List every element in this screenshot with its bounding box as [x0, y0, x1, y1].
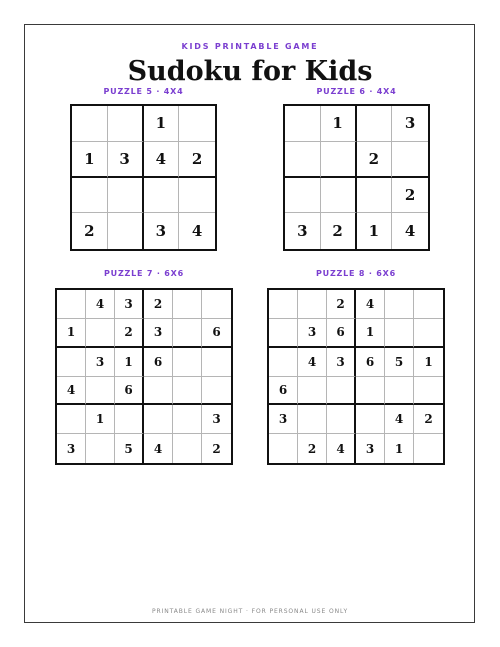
sudoku-cell[interactable]	[115, 405, 144, 434]
sudoku-cell[interactable]: 6	[269, 377, 298, 406]
sudoku-cell[interactable]	[385, 377, 414, 406]
sudoku-cell[interactable]: 4	[327, 434, 356, 463]
sudoku-cell[interactable]: 3	[144, 319, 173, 348]
sudoku-cell[interactable]	[179, 178, 215, 214]
sudoku-cell[interactable]: 3	[327, 348, 356, 377]
sudoku-cell[interactable]: 2	[327, 290, 356, 319]
sudoku-cell[interactable]	[144, 405, 173, 434]
sudoku-cell[interactable]	[298, 290, 327, 319]
sudoku-cell[interactable]: 3	[202, 405, 231, 434]
sudoku-cell[interactable]	[356, 405, 385, 434]
sudoku-cell[interactable]: 4	[144, 142, 180, 178]
sudoku-cell[interactable]: 4	[57, 377, 86, 406]
sudoku-cell[interactable]	[269, 319, 298, 348]
sudoku-cell[interactable]: 3	[144, 213, 180, 249]
sudoku-cell[interactable]: 5	[115, 434, 144, 463]
sudoku-cell[interactable]: 4	[144, 434, 173, 463]
sudoku-cell[interactable]: 4	[356, 290, 385, 319]
sudoku-cell[interactable]	[173, 377, 202, 406]
sudoku-cell[interactable]	[298, 377, 327, 406]
sudoku-cell[interactable]	[414, 377, 443, 406]
sudoku-cell[interactable]: 3	[57, 434, 86, 463]
sudoku-cell[interactable]	[269, 434, 298, 463]
sudoku-cell[interactable]	[321, 178, 357, 214]
sudoku-cell[interactable]: 2	[115, 319, 144, 348]
sudoku-cell[interactable]: 2	[179, 142, 215, 178]
sudoku-cell[interactable]	[86, 434, 115, 463]
eyebrow-label: KIDS PRINTABLE GAME	[181, 42, 319, 51]
sudoku-cell[interactable]: 6	[115, 377, 144, 406]
sudoku-cell[interactable]	[327, 405, 356, 434]
sudoku-cell[interactable]	[202, 348, 231, 377]
sudoku-cell[interactable]: 4	[191, 222, 203, 241]
sudoku-cell[interactable]: 1	[385, 434, 414, 463]
sudoku-cell[interactable]: 2	[357, 142, 393, 178]
sudoku-cell[interactable]: 3	[115, 290, 144, 319]
sudoku-cell[interactable]: 1	[57, 319, 86, 348]
puzzle-6-label: PUZZLE 6 · 4X4	[316, 87, 397, 96]
sudoku-cell[interactable]	[86, 319, 115, 348]
sudoku-cell[interactable]	[357, 178, 393, 214]
sudoku-cell[interactable]	[414, 319, 443, 348]
sudoku-cell[interactable]	[298, 405, 327, 434]
sudoku-cell[interactable]: 1	[144, 106, 180, 142]
sudoku-cell[interactable]	[357, 106, 393, 142]
sudoku-cell[interactable]: 6	[327, 319, 356, 348]
sudoku-cell[interactable]: 1	[86, 405, 115, 434]
sudoku-cell[interactable]: 4	[385, 405, 414, 434]
sudoku-cell[interactable]	[285, 106, 321, 142]
puzzle-5-label: PUZZLE 5 · 4X4	[103, 87, 184, 96]
sudoku-cell[interactable]: 2	[298, 434, 327, 463]
sudoku-cell[interactable]	[392, 142, 428, 178]
sudoku-cell[interactable]: 3	[392, 106, 428, 142]
sudoku-cell[interactable]	[173, 348, 202, 377]
sudoku-cell[interactable]	[321, 142, 357, 178]
puzzle-6-grid	[283, 104, 430, 251]
sudoku-cell[interactable]: 6	[144, 348, 173, 377]
sudoku-cell[interactable]: 3	[356, 434, 385, 463]
sudoku-cell[interactable]	[86, 377, 115, 406]
sudoku-cell[interactable]	[144, 178, 180, 214]
sudoku-cell[interactable]: 1	[115, 348, 144, 377]
sudoku-cell[interactable]: 6	[356, 348, 385, 377]
puzzle-7-grid	[55, 288, 233, 465]
sudoku-cell[interactable]: 3	[298, 319, 327, 348]
sudoku-cell[interactable]	[72, 106, 108, 142]
sudoku-cell[interactable]: 2	[212, 441, 221, 456]
sudoku-cell[interactable]	[173, 290, 202, 319]
sudoku-cell[interactable]	[285, 178, 321, 214]
sudoku-cell[interactable]	[269, 348, 298, 377]
sudoku-cell[interactable]: 4	[298, 348, 327, 377]
sudoku-cell[interactable]	[57, 348, 86, 377]
sudoku-cell[interactable]: 6	[202, 319, 231, 348]
sudoku-cell[interactable]: 1	[414, 348, 443, 377]
sudoku-cell[interactable]: 2	[321, 213, 357, 249]
sudoku-cell[interactable]	[414, 434, 443, 463]
sudoku-cell[interactable]	[72, 178, 108, 214]
sudoku-cell[interactable]: 2	[392, 178, 428, 214]
sudoku-cell[interactable]: 1	[356, 319, 385, 348]
sudoku-cell[interactable]: 4	[86, 290, 115, 319]
sudoku-cell[interactable]	[202, 377, 231, 406]
sudoku-cell[interactable]: 1	[357, 213, 393, 249]
sudoku-cell[interactable]	[179, 106, 215, 142]
puzzle-7-label: PUZZLE 7 · 6X6	[104, 269, 184, 278]
sudoku-cell[interactable]: 1	[72, 142, 108, 178]
sudoku-cell[interactable]	[108, 213, 144, 249]
sudoku-cell[interactable]	[144, 377, 173, 406]
sudoku-cell[interactable]: 2	[72, 213, 108, 249]
sudoku-cell[interactable]	[269, 290, 298, 319]
sudoku-cell[interactable]: 3	[269, 405, 298, 434]
sudoku-cell[interactable]	[414, 290, 443, 319]
sudoku-cell[interactable]	[202, 290, 231, 319]
sudoku-cell[interactable]	[385, 319, 414, 348]
puzzle-8-label: PUZZLE 8 · 6X6	[316, 269, 396, 278]
sudoku-cell[interactable]	[285, 142, 321, 178]
sudoku-cell[interactable]	[356, 377, 385, 406]
sudoku-cell[interactable]	[173, 405, 202, 434]
page-title: Sudoku for Kids	[127, 56, 373, 87]
sudoku-cell[interactable]: 4	[404, 222, 416, 241]
sudoku-cell[interactable]: 2	[144, 290, 173, 319]
sudoku-cell[interactable]: 3	[86, 348, 115, 377]
sudoku-cell[interactable]	[57, 290, 86, 319]
sudoku-cell[interactable]	[108, 106, 144, 142]
sudoku-cell[interactable]: 2	[414, 405, 443, 434]
sudoku-cell[interactable]: 5	[385, 348, 414, 377]
sudoku-cell[interactable]: 3	[108, 142, 144, 178]
puzzle-8-grid	[267, 288, 445, 465]
sudoku-cell[interactable]	[108, 178, 144, 214]
sudoku-cell[interactable]	[173, 319, 202, 348]
sudoku-cell[interactable]: 3	[285, 213, 321, 249]
puzzle-5-grid	[70, 104, 217, 251]
sudoku-cell[interactable]	[173, 434, 202, 463]
sudoku-cell[interactable]	[327, 377, 356, 406]
sudoku-cell[interactable]: 1	[321, 106, 357, 142]
sudoku-cell[interactable]	[57, 405, 86, 434]
sudoku-cell[interactable]	[385, 290, 414, 319]
footer-note: PRINTABLE GAME NIGHT · FOR PERSONAL USE ONLY	[151, 608, 349, 615]
